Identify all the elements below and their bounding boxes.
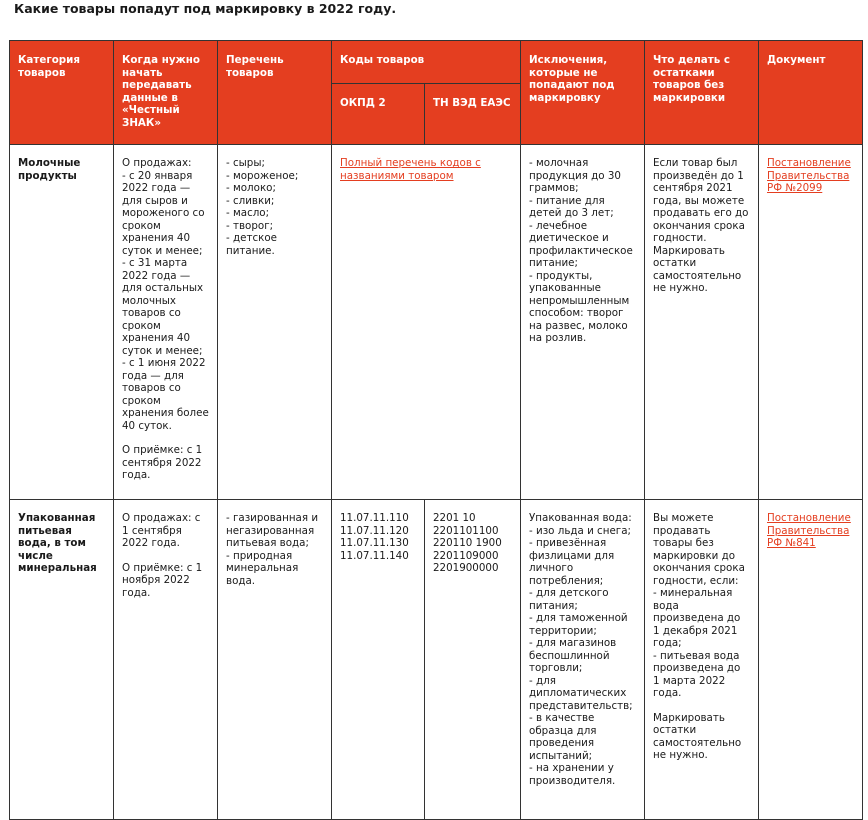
- exception-item: - для дипломатических представительств;: [529, 674, 633, 712]
- remains-text: Маркировать остатки самостоятельно не нужно.: [653, 711, 745, 761]
- exception-item: - в качестве образца для проведения испытаний;: [529, 712, 600, 762]
- header-list: Перечень товаров: [218, 41, 332, 145]
- when-line: О приёмке: с 1 сентября 2022 года.: [122, 444, 206, 481]
- okpd-code: 11.07.11.120: [340, 524, 409, 537]
- remains-text: Маркировать остатки самостоятельно не нужно.: [653, 244, 745, 294]
- tnved-code: 2201109000: [433, 549, 499, 562]
- list-item: - творог;: [226, 219, 274, 232]
- remains-cell: [645, 145, 759, 500]
- when-line: - с 20 января 2022 года — для сыров и мороженого со сроком хранения 40 суток и менее;: [122, 169, 208, 257]
- list-item: - сливки;: [226, 194, 275, 207]
- when-line: О приёмке: с 1 ноября 2022 года.: [122, 561, 206, 599]
- spacer: [122, 432, 209, 444]
- list-item: - сыры;: [226, 157, 265, 169]
- document-link[interactable]: Постановление Правительства РФ №2099: [767, 157, 851, 194]
- header-tnved: ТН ВЭД ЕАЭС: [425, 84, 521, 145]
- list-item: - природная минеральная вода.: [226, 549, 302, 587]
- marking-table: [9, 40, 863, 820]
- exception-item: - лечебное диетическое и профилактическое питание;: [529, 219, 637, 269]
- remains-text: Если товар был произведён до 1 сентября 2021 года, вы можете продавать его до окончания срока годности.: [653, 157, 752, 244]
- list-item: - молоко;: [226, 182, 276, 194]
- exception-item: - изо льда и снега;: [529, 524, 631, 537]
- tnved-cell: [425, 500, 521, 820]
- table-row: [10, 145, 863, 500]
- header-okpd: ОКПД 2: [332, 84, 425, 145]
- exceptions-cell: [521, 145, 645, 500]
- when-line: О продажах: с 1 сентября 2022 года.: [122, 512, 204, 549]
- header-exceptions: Исключения, которые не попадают под маркировку: [521, 41, 645, 145]
- codes-list-link[interactable]: Полный перечень кодов с названиями товаром: [340, 157, 481, 182]
- remains-text: - минеральная вода произведена до 1 декабря 2021 года;: [653, 587, 744, 649]
- spacer: [653, 700, 750, 712]
- when-line: - с 1 июня 2022 года — для товаров со сроком хранения более 40 суток.: [122, 357, 213, 432]
- remains-cell: [645, 500, 759, 820]
- document-link[interactable]: Постановление Правительства РФ №841: [767, 512, 851, 549]
- category-cell: Молочные продукты: [10, 145, 114, 500]
- spacer: [122, 550, 209, 562]
- when-cell: [114, 145, 218, 500]
- exception-item: - для магазинов беспошлинной торговли;: [529, 637, 620, 674]
- exception-item: Упакованная вода:: [529, 512, 632, 524]
- page-title: Какие товары попадут под маркировку в 2022 году.: [14, 1, 397, 16]
- header-remains: Что делать с остатками товаров без маркировки: [645, 41, 759, 145]
- exception-item: - питание для детей до 3 лет;: [529, 194, 614, 219]
- header-codes: Коды товаров: [332, 41, 521, 84]
- okpd-code: 11.07.11.140: [340, 549, 409, 562]
- list-cell: [218, 145, 332, 500]
- exception-item: - молочная продукция до 30 граммов;: [529, 157, 625, 194]
- tnved-code: 2201900000: [433, 562, 499, 574]
- list-item: - детское питание.: [226, 232, 281, 257]
- list-item: - масло;: [226, 207, 270, 219]
- exception-item: - для детского питания;: [529, 587, 612, 612]
- document-cell: [759, 500, 863, 820]
- remains-text: - питьевая вода произведена до 1 марта 2022 года.: [653, 649, 744, 699]
- when-line: - с 31 марта 2022 года — для остальных молочных товаров со сроком хранения 40 суток и менее;: [122, 257, 207, 357]
- header-category: Категория товаров: [10, 41, 114, 145]
- remains-text: Вы можете продавать товары без маркировки до окончания срока годности, если:: [653, 512, 749, 587]
- when-line: О продажах:: [122, 157, 192, 169]
- tnved-code: 220110 1900: [433, 537, 502, 549]
- exceptions-cell: [521, 500, 645, 820]
- document-cell: [759, 145, 863, 500]
- okpd-code: 11.07.11.130: [340, 537, 409, 549]
- tnved-code: 2201 10: [433, 512, 476, 524]
- exception-item: - продукты, упакованные непромышленным способом: творог на развес, молоко на розлив.: [529, 269, 633, 344]
- exception-item: - для таможенной территории;: [529, 612, 631, 637]
- header-when: Когда нужно начать передавать данные в «Честный ЗНАК»: [114, 41, 218, 145]
- tnved-code: 2201101100: [433, 524, 499, 537]
- list-cell: [218, 500, 332, 820]
- okpd-code: 11.07.11.110: [340, 512, 409, 524]
- header-document: Документ: [759, 41, 863, 145]
- okpd-cell: [332, 500, 425, 820]
- table-row: [10, 500, 863, 820]
- list-item: - газированная и негазированная питьевая вода;: [226, 512, 322, 549]
- category-cell: Упакованная питьевая вода, в том числе минеральная: [10, 500, 114, 820]
- codes-cell: [332, 145, 521, 500]
- when-cell: [114, 500, 218, 820]
- exception-item: - на хранении у производителя.: [529, 762, 618, 787]
- exception-item: - привезённая физлицами для личного потребления;: [529, 537, 618, 587]
- list-item: - мороженое;: [226, 169, 299, 182]
